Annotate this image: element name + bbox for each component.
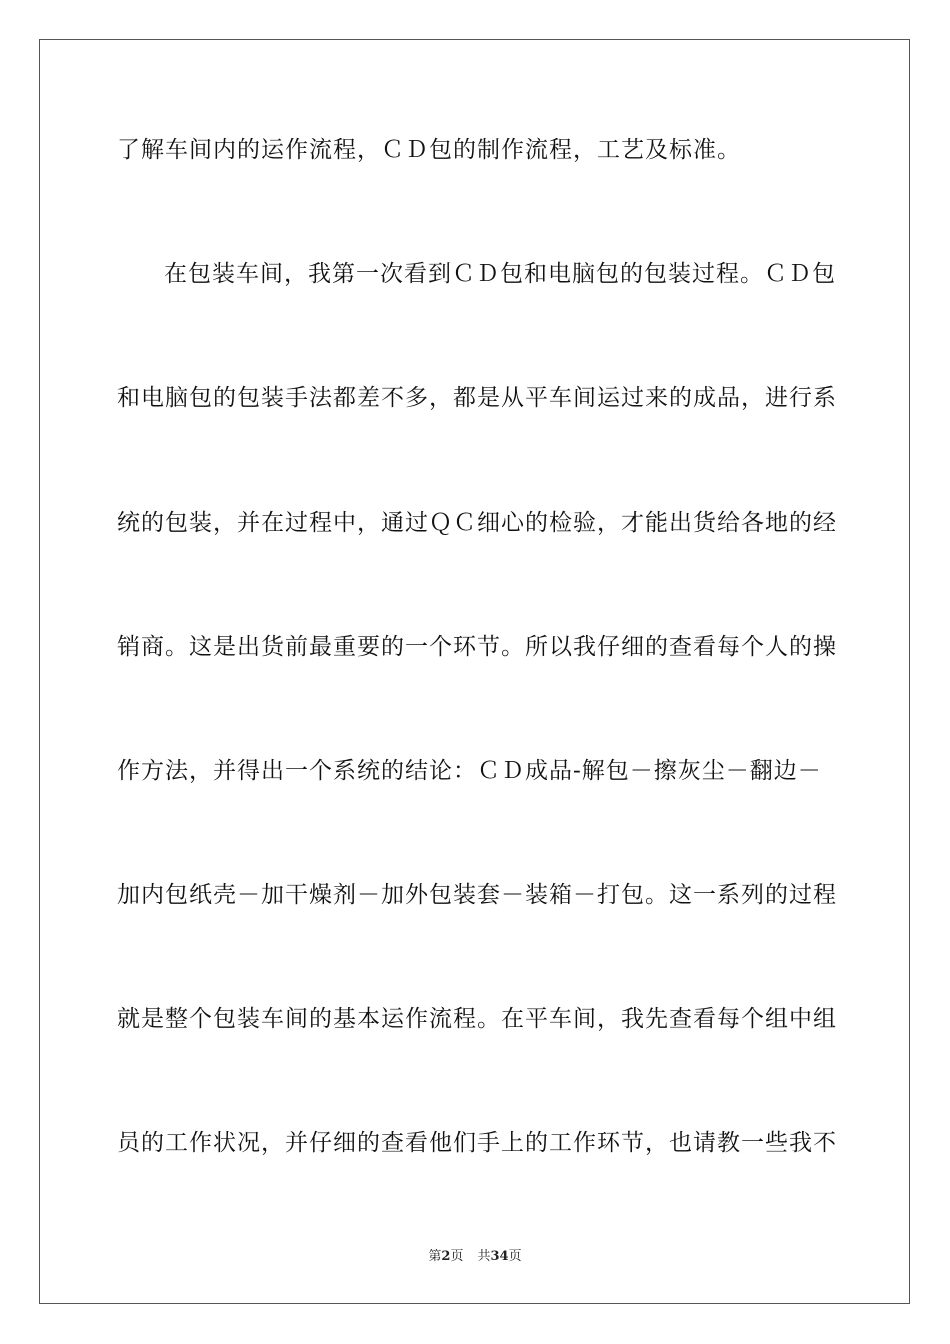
paragraph-line-1: 了解车间内的运作流程，ＣＤ包的制作流程，工艺及标准。 <box>117 137 741 163</box>
paragraph-line-6: 作方法，并得出一个系统的结论：ＣＤ成品-解包－擦灰尘－翻边－ <box>117 758 822 784</box>
total-prefix: 共 <box>477 1249 491 1264</box>
paragraph-line-5: 销商。这是出货前最重要的一个环节。所以我仔细的查看每个人的操 <box>117 634 837 660</box>
page-suffix: 页 <box>450 1249 464 1264</box>
paragraph-line-2: 在包装车间，我第一次看到ＣＤ包和电脑包的包装过程。ＣＤ包 <box>164 261 836 287</box>
total-pages: 34 <box>490 1249 509 1264</box>
total-suffix: 页 <box>508 1249 522 1264</box>
page-footer <box>0 1248 950 1266</box>
paragraph-line-7: 加内包纸壳－加干燥剂－加外包装套－装箱－打包。这一系列的过程 <box>117 882 837 908</box>
paragraph-line-9: 员的工作状况，并仔细的查看他们手上的工作环节，也请教一些我不 <box>117 1130 837 1156</box>
page-prefix: 第 <box>428 1249 442 1264</box>
paragraph-line-8: 就是整个包装车间的基本运作流程。在平车间，我先查看每个组中组 <box>117 1006 837 1032</box>
page-number: 2 <box>441 1249 451 1264</box>
page-border <box>39 39 910 1304</box>
paragraph-line-3: 和电脑包的包装手法都差不多，都是从平车间运过来的成品，进行系 <box>117 385 837 411</box>
paragraph-line-4: 统的包装，并在过程中，通过ＱＣ细心的检验，才能出货给各地的经 <box>117 510 837 536</box>
